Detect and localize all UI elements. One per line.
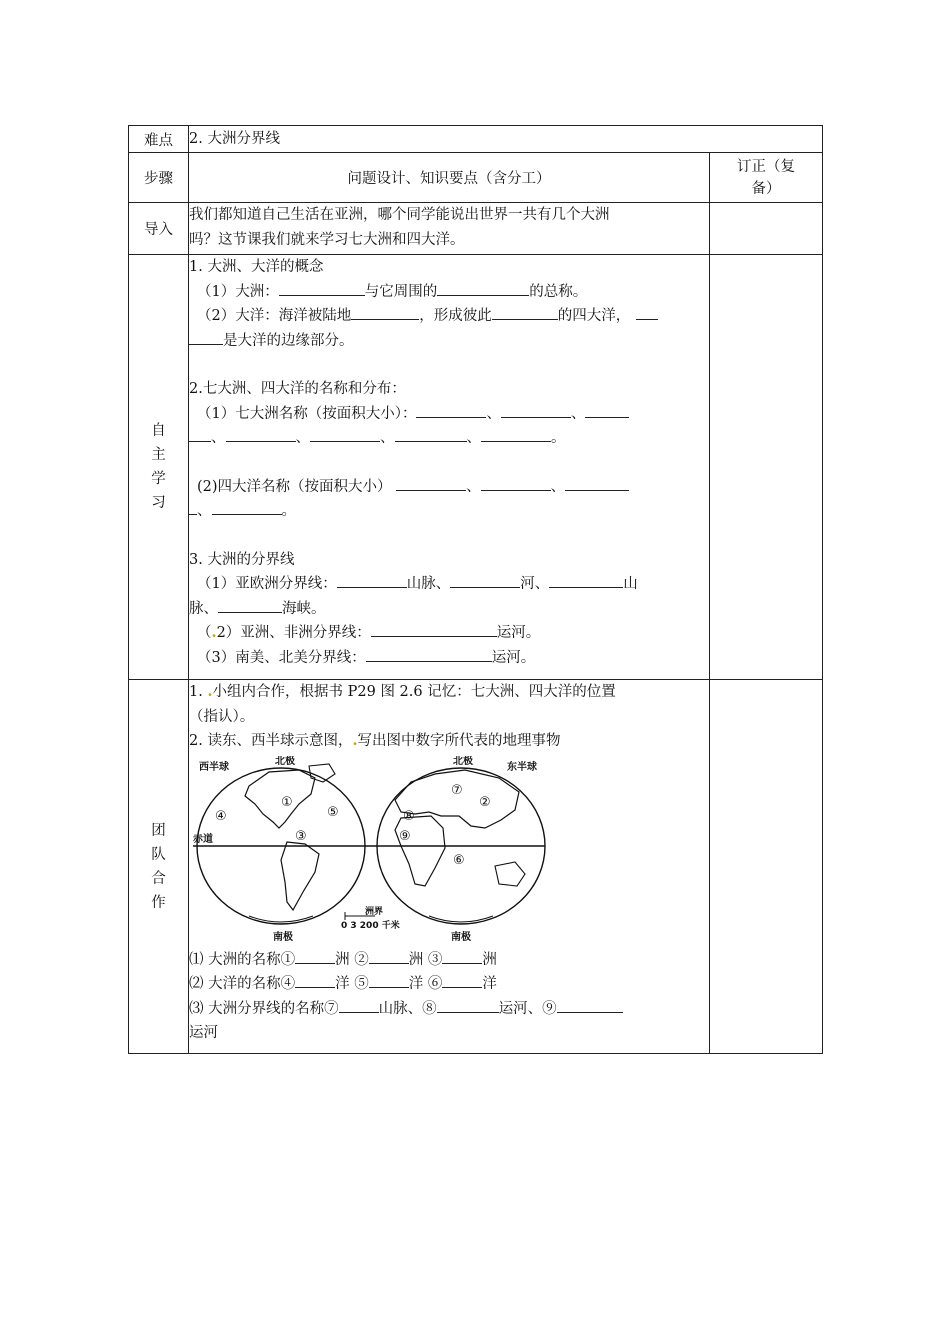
blank[interactable] bbox=[481, 475, 551, 491]
australia-outline bbox=[495, 862, 525, 886]
south-pole-label-east: 南极 bbox=[451, 931, 471, 943]
africa-outline bbox=[395, 816, 445, 886]
map-number-6: ⑥ bbox=[453, 852, 465, 868]
blank[interactable] bbox=[310, 426, 380, 442]
self-study-char-2: 主 bbox=[151, 447, 166, 463]
hemisphere-map bbox=[189, 756, 549, 944]
map-number-9: ⑨ bbox=[399, 828, 411, 844]
asia-africa-boundary: （.2）亚洲、非洲分界线： 运河。 bbox=[189, 621, 709, 646]
blank[interactable] bbox=[189, 426, 211, 442]
section-2-title: 2.七大洲、四大洋的名称和分布： bbox=[189, 381, 406, 397]
team-task-1: 1. .小组内合作，根据书 P29 图 2.6 记忆：七大洲、四大洋的位置 bbox=[189, 683, 616, 700]
blank[interactable] bbox=[189, 499, 197, 515]
blank[interactable] bbox=[351, 304, 419, 320]
team-row bbox=[129, 680, 823, 1054]
steps-header-row bbox=[129, 153, 823, 203]
blank[interactable] bbox=[226, 426, 296, 442]
steps-label: 步骤 bbox=[129, 153, 189, 203]
team-char-2: 队 bbox=[151, 846, 166, 863]
self-study-row bbox=[129, 255, 823, 680]
difficulty-content: 2. 大洲分界线 bbox=[189, 126, 823, 153]
team-task-2: 2. 读东、西半球示意图，.写出图中数字所代表的地理事物 bbox=[189, 732, 561, 749]
section-3-title: 3. 大洲的分界线 bbox=[189, 551, 295, 568]
ocean-definition: （2）大洋：海洋被陆地 ，形成彼此 的四大洋， bbox=[189, 304, 709, 329]
blank[interactable] bbox=[189, 329, 223, 345]
south-pole-label-west: 南极 bbox=[273, 931, 293, 943]
team-task-1-cont: （指认）。 bbox=[189, 708, 255, 725]
map-number-8: ⑧ bbox=[403, 808, 415, 824]
difficulty-row bbox=[129, 126, 823, 153]
western-hemisphere-label: 西半球 bbox=[199, 761, 229, 773]
map-number-3: ③ bbox=[295, 828, 307, 844]
blank[interactable] bbox=[442, 972, 482, 988]
north-pole-label-east: 北极 bbox=[453, 755, 473, 767]
map-number-4: ④ bbox=[215, 808, 227, 824]
self-study-char-3: 学 bbox=[151, 471, 166, 487]
greenland-outline bbox=[309, 764, 335, 782]
self-study-char-4: 习 bbox=[151, 495, 166, 511]
map-number-1: ① bbox=[281, 794, 293, 810]
correction-header-line1: 订正（复 bbox=[737, 158, 795, 175]
team-char-1: 团 bbox=[151, 822, 166, 839]
blank[interactable] bbox=[636, 304, 658, 320]
team-label bbox=[129, 680, 189, 1054]
blank[interactable] bbox=[212, 499, 282, 515]
intro-line-2: 吗？这节课我们就来学习七大洲和四大洋。 bbox=[189, 231, 465, 248]
question-boundaries-cont: 运河 bbox=[189, 1025, 218, 1041]
blank[interactable] bbox=[295, 972, 335, 988]
north-america-outline bbox=[245, 770, 315, 828]
blank[interactable] bbox=[585, 402, 629, 418]
map-number-7: ⑦ bbox=[451, 782, 463, 798]
seven-continents-line: （1）七大洲名称（按面积大小）： 、 、 bbox=[189, 402, 709, 427]
team-char-3: 合 bbox=[151, 870, 166, 887]
difficulty-label: 难点 bbox=[129, 126, 189, 153]
blank[interactable] bbox=[371, 621, 497, 637]
blank[interactable] bbox=[549, 572, 623, 588]
steps-title: 问题设计、知识要点（含分工） bbox=[189, 153, 710, 203]
map-number-2: ② bbox=[479, 794, 491, 810]
self-study-correction-cell bbox=[710, 255, 823, 680]
four-oceans-line-2: 、 。 bbox=[189, 499, 709, 524]
blank[interactable] bbox=[437, 280, 529, 296]
blank[interactable] bbox=[218, 597, 282, 613]
question-oceans: ⑵ 大洋的名称④ 洋 ⑤ 洋 ⑥ 洋 bbox=[189, 972, 709, 997]
blank[interactable] bbox=[416, 402, 486, 418]
blank[interactable] bbox=[557, 997, 623, 1013]
asia-europe-boundary-cont: 脉、 海峡。 bbox=[189, 597, 709, 622]
blank[interactable] bbox=[565, 475, 629, 491]
blank[interactable] bbox=[437, 997, 499, 1013]
blank[interactable] bbox=[481, 426, 551, 442]
intro-label: 导入 bbox=[129, 203, 189, 255]
question-continents: ⑴ 大洲的名称① 洲 ② 洲 ③ 洲 bbox=[189, 948, 709, 973]
blank[interactable] bbox=[442, 948, 482, 964]
continent-definition: （1）大洲： 与它周围的 的总称。 bbox=[189, 280, 709, 305]
blank[interactable] bbox=[450, 572, 520, 588]
intro-row bbox=[129, 203, 823, 255]
blank[interactable] bbox=[339, 997, 379, 1013]
correction-header bbox=[710, 153, 823, 203]
intro-correction-cell bbox=[710, 203, 823, 255]
americas-boundary: （3）南美、北美分界线： 运河。 bbox=[189, 646, 709, 671]
north-pole-label-west: 北极 bbox=[275, 755, 295, 767]
intro-content bbox=[189, 203, 710, 255]
correction-header-line2: 备） bbox=[751, 180, 781, 197]
intro-line-1: 我们都知道自己生活在亚洲，哪个同学能说出世界一共有几个大洲 bbox=[189, 207, 610, 223]
blank[interactable] bbox=[337, 572, 407, 588]
blank[interactable] bbox=[369, 972, 409, 988]
blank[interactable] bbox=[501, 402, 571, 418]
blank[interactable] bbox=[295, 948, 335, 964]
blank[interactable] bbox=[492, 304, 558, 320]
legend-scale-label: 0 3 200 千米 bbox=[341, 920, 400, 931]
four-oceans-line: (2)四大洋名称（按面积大小） 、 、 bbox=[189, 475, 709, 500]
self-study-char-1: 自 bbox=[151, 423, 166, 439]
blank[interactable] bbox=[369, 948, 409, 964]
team-char-4: 作 bbox=[151, 894, 166, 911]
self-study-label bbox=[129, 255, 189, 680]
ocean-definition-cont: 是大洋的边缘部分。 bbox=[189, 329, 709, 354]
blank[interactable] bbox=[366, 646, 492, 662]
map-number-5: ⑤ bbox=[327, 804, 339, 820]
legend-boundary-label: 洲界 bbox=[365, 906, 384, 917]
section-1-title: 1. 大洲、大洋的概念 bbox=[189, 259, 324, 275]
equator-label: 赤道 bbox=[193, 833, 213, 845]
south-america-outline bbox=[281, 842, 319, 910]
eastern-hemisphere-label: 东半球 bbox=[507, 761, 537, 773]
blank[interactable] bbox=[279, 280, 365, 296]
team-correction-cell bbox=[710, 680, 823, 1054]
blank[interactable] bbox=[395, 426, 467, 442]
lesson-plan-table bbox=[128, 125, 823, 1054]
question-boundaries: ⑶ 大洲分界线的名称⑦ 山脉、⑧ 运河、⑨ bbox=[189, 997, 709, 1022]
blank[interactable] bbox=[396, 475, 466, 491]
team-content bbox=[189, 680, 710, 1054]
self-study-content bbox=[189, 255, 710, 680]
asia-europe-boundary: （1）亚欧洲分界线： 山脉、 河、 山 bbox=[189, 572, 709, 597]
seven-continents-line-2: 、 、 、 、 。 bbox=[189, 426, 709, 451]
